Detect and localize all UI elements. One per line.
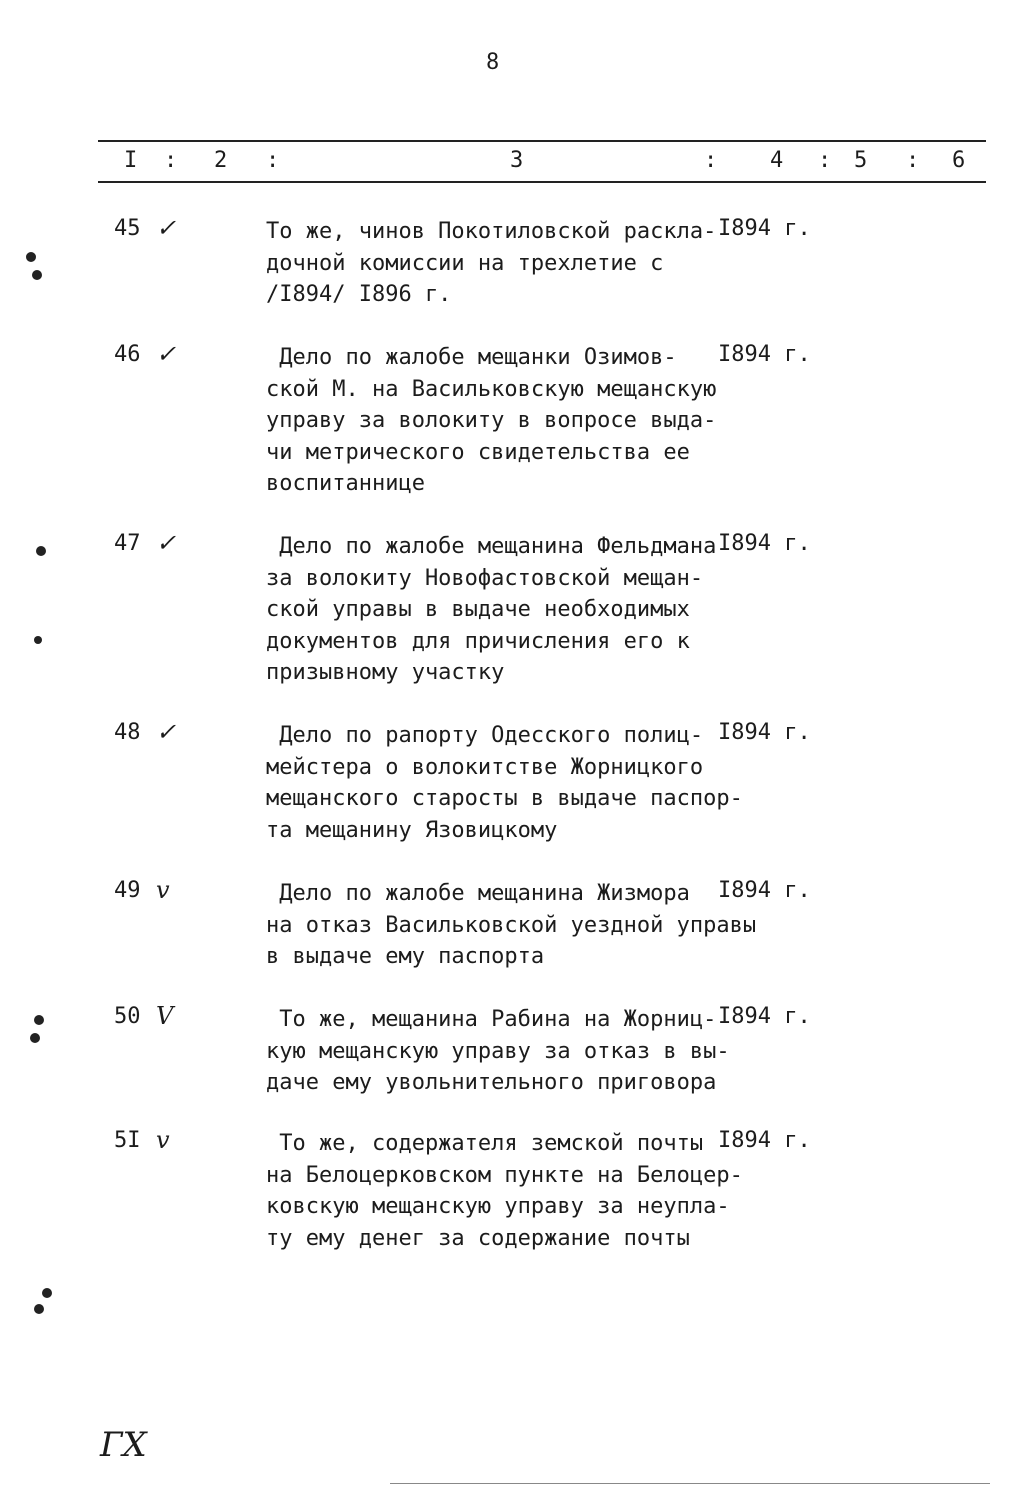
description-line: мещанского старосты в выдаче паспор- — [266, 786, 743, 811]
header-sep-1: : — [164, 148, 178, 173]
binding-hole-mark — [36, 546, 46, 556]
check-mark: v — [156, 876, 170, 904]
description-line: кую мещанскую управу за отказ в вы- — [266, 1038, 730, 1064]
entry-number: 48 — [114, 720, 141, 745]
entry-number: 45 — [114, 216, 141, 241]
entry-year: I894 г. — [718, 1128, 811, 1153]
header-col-1: I — [124, 148, 138, 173]
entry-number: 50 — [114, 1004, 141, 1029]
entry-description — [266, 216, 716, 311]
description-line: То же, содержателя земской почты — [266, 1131, 704, 1156]
binding-hole-mark — [34, 636, 42, 644]
binding-hole-mark — [34, 1304, 44, 1314]
entry-description — [266, 1004, 730, 1099]
binding-hole-mark — [42, 1288, 52, 1298]
header-top-rule — [98, 140, 986, 142]
description-line: призывному участку — [266, 660, 505, 685]
description-line: Дело по жалобе мещанки Озимов- — [266, 345, 677, 370]
header-col-6: 6 — [952, 148, 966, 173]
entry-year: I894 г. — [718, 216, 811, 241]
header-col-2: 2 — [214, 148, 228, 173]
entry-year: I894 г. — [718, 1004, 811, 1029]
entry-year: I894 г. — [718, 342, 811, 367]
binding-hole-mark — [26, 252, 36, 262]
entry-number: 46 — [114, 342, 141, 367]
binding-hole-mark — [34, 1015, 44, 1025]
archive-stamp-mark: ГХ — [100, 1425, 147, 1465]
description-line: мейстера о волокитстве Жорницкого — [266, 754, 704, 780]
header-col-3: 3 — [510, 148, 524, 173]
description-line: дочной комиссии на трехлетие с — [266, 250, 664, 276]
check-mark: ✓ — [156, 529, 177, 557]
description-line: ковскую мещанскую управу за неупла- — [266, 1194, 730, 1219]
description-line: ской М. на Васильковскую мещанскую — [266, 376, 717, 402]
header-sep-4: : — [818, 148, 832, 173]
description-line: управу за волокиту в вопросе выда- — [266, 408, 717, 433]
entry-number: 49 — [114, 878, 141, 903]
check-mark: ✓ — [156, 718, 177, 746]
header-sep-2: : — [266, 148, 280, 173]
description-line: документов для причисления его к — [266, 628, 690, 654]
description-line: за волокиту Новофастовской мещан- — [266, 565, 704, 591]
description-line: Дело по жалобе мещанина Фельдмана — [266, 534, 717, 559]
entry-year: I894 г. — [718, 720, 811, 745]
header-col-5: 5 — [854, 148, 868, 173]
description-line: в выдаче ему паспорта — [266, 944, 545, 969]
entry-description — [266, 878, 756, 973]
header-sep-3: : — [704, 148, 718, 173]
header-sep-5: : — [906, 148, 920, 173]
binding-hole-mark — [32, 270, 42, 280]
header-bottom-rule — [98, 181, 986, 183]
binding-hole-mark — [30, 1033, 40, 1043]
description-line: ской управы в выдаче необходимых — [266, 597, 690, 622]
description-line: Дело по жалобе мещанина Жизмора — [266, 881, 690, 906]
description-line: даче ему увольнительного приговора — [266, 1070, 717, 1095]
description-line: ту ему денег за содержание почты — [266, 1225, 690, 1251]
description-line: То же, чинов Покотиловской раскла- — [266, 219, 717, 244]
header-col-4: 4 — [770, 148, 784, 173]
entry-year: I894 г. — [718, 878, 811, 903]
description-line: Дело по рапорту Одесского полиц- — [266, 723, 704, 748]
description-line: на Белоцерковском пункте на Белоцер- — [266, 1162, 743, 1188]
entry-description — [266, 1128, 743, 1254]
description-line: на отказ Васильковской уездной управы — [266, 912, 757, 938]
entry-description — [266, 720, 743, 846]
description-line: воспитаннице — [266, 471, 425, 496]
description-line: та мещанину Язовицкому — [266, 817, 558, 843]
check-mark: ✓ — [156, 340, 177, 368]
page-number: 8 — [486, 50, 500, 75]
entry-year: I894 г. — [718, 531, 811, 556]
check-mark: V — [156, 1002, 174, 1030]
check-mark: ✓ — [156, 214, 177, 242]
entry-description — [266, 531, 716, 689]
entry-number: 5I — [114, 1128, 141, 1153]
entry-description — [266, 342, 716, 500]
description-line: /I894/ I896 г. — [266, 282, 452, 307]
description-line: То же, мещанина Рабина на Жорниц- — [266, 1007, 717, 1032]
entry-number: 47 — [114, 531, 141, 556]
description-line: чи метрического свидетельства ее — [266, 439, 690, 465]
bottom-edge-line — [390, 1483, 990, 1484]
check-mark: v — [156, 1126, 170, 1154]
